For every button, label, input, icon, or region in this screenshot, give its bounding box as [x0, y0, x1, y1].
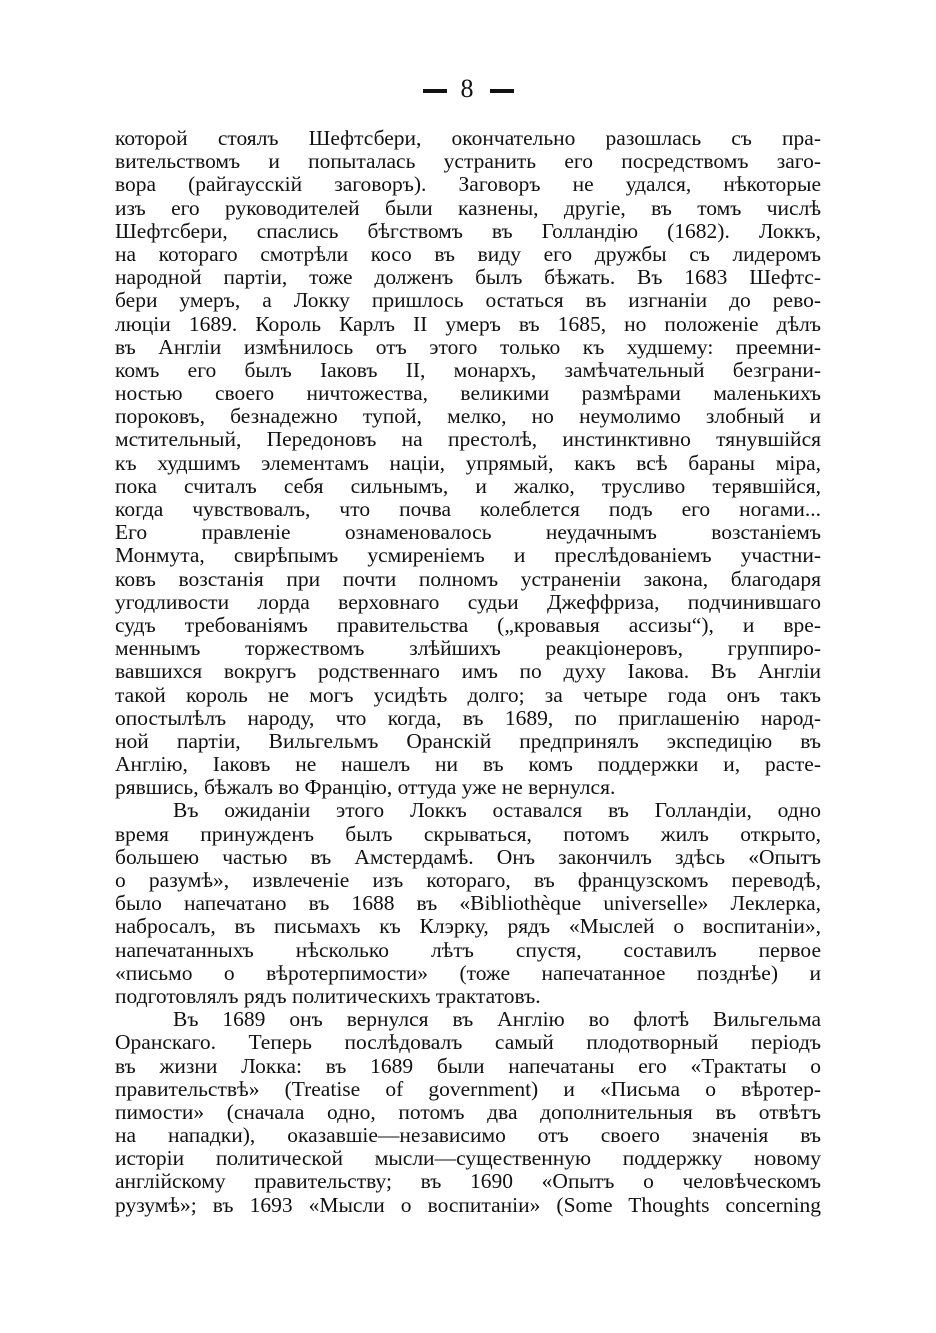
text-line: угодливости лорда верховнаго судьи Джеффриза, подчинившаго — [115, 589, 821, 614]
text-line: которой стоялъ Шефтсбери, окончательно разошлась съ пра- — [115, 126, 821, 150]
text-line: большею частью въ Амстердамѣ. Онъ закончилъ здѣсь «Опытъ — [115, 844, 821, 869]
text-line: люціи 1689. Король Карлъ II умеръ въ 1685, но положеніе дѣлъ — [115, 311, 821, 336]
text-line: ной партіи, Вильгельмъ Оранскій предпринялъ экспедицію въ — [115, 728, 821, 753]
text-line: Въ 1689 онъ вернулся въ Англію во флотѣ Вильгельма — [173, 1007, 821, 1032]
text-line: напечатанныхъ нѣсколько лѣтъ спустя, составилъ первое — [115, 937, 821, 962]
text-line: правительствѣ» (Treatise of government) и «Письма о вѣротер- — [115, 1076, 821, 1101]
text-line: вительствомъ и попыталась устранить его посредствомъ заго- — [115, 149, 821, 174]
text-line: народной партіи, тоже долженъ былъ бѣжать. Въ 1683 Шефтс- — [115, 265, 821, 290]
text-line: ковъ возстанія при почти полномъ устраненіи закона, благодаря — [115, 566, 821, 591]
text-line: рявшись, бѣжалъ во Францію, оттуда уже не вернулся. — [115, 775, 616, 800]
page-number-dash-right — [490, 89, 514, 93]
text-line: меннымъ торжествомъ злѣйшихъ реакціонеровъ, группиро- — [115, 636, 821, 661]
text-line: о разумѣ», извлеченіе изъ котораго, въ французскомъ переводѣ, — [115, 868, 821, 892]
text-line: Шефтсбери, спаслись бѣгствомъ въ Голландію (1682). Локкъ, — [115, 218, 821, 243]
text-line: ностью своего ничтожества, великими размѣрами маленькихъ — [115, 381, 821, 406]
text-line: въ жизни Локка: въ 1689 были напечатаны его «Трактаты о — [115, 1053, 821, 1078]
text-line: исторіи политической мысли—существенную поддержку новому — [115, 1146, 821, 1171]
text-line: на котораго смотрѣли косо въ виду его дружбы съ лидеромъ — [115, 241, 821, 266]
text-line: изъ его руководителей были казнены, другіе, въ томъ числѣ — [115, 195, 821, 220]
text-line: комъ его былъ Іаковъ II, монархъ, замѣчательный безграни- — [115, 357, 821, 382]
text-line: Въ ожиданіи этого Локкъ оставался въ Голландіи, одно — [173, 798, 821, 823]
text-line: такой король не могъ усидѣть долго; за четыре года онъ такъ — [115, 682, 821, 707]
page-number-dash-left — [423, 89, 447, 93]
text-line: судъ требованіямъ правительства („кровавыя ассизы“), и вре- — [115, 612, 821, 637]
text-line: къ худшимъ элементамъ націи, упрямый, какъ всѣ бараны міра, — [115, 450, 821, 475]
text-line: рузумѣ»; въ 1693 «Мысли о воспитаніи» (Some Thoughts concerning — [115, 1192, 821, 1217]
page-number-value: 8 — [460, 74, 476, 103]
text-line: время принужденъ былъ скрываться, потомъ жилъ открыто, — [115, 821, 821, 846]
text-line: подготовлялъ рядъ политическихъ трактатовъ. — [115, 983, 541, 1008]
text-line: пимости» (сначала одно, потомъ два дополнительныя въ отвѣтъ — [115, 1099, 821, 1124]
page-number — [0, 74, 936, 104]
text-line: когда чувствовалъ, что почва колеблется подъ его ногами... — [115, 497, 821, 521]
text-line: англійскому правительству; въ 1690 «Опытъ о человѣческомъ — [115, 1169, 821, 1194]
text-line: вора (райгаусскій заговоръ). Заговоръ не удался, нѣкоторые — [115, 172, 821, 197]
text-line: въ Англіи измѣнилось отъ этого только къ худшему: преемни- — [115, 334, 821, 359]
text-line: Оранскаго. Теперь послѣдовалъ самый плодотворный періодъ — [115, 1030, 821, 1055]
body-text — [115, 127, 821, 1217]
text-line: Его правленіе ознаменовалось неудачнымъ возстаніемъ — [115, 520, 821, 545]
text-line: набросалъ, въ письмахъ къ Клэрку, рядъ «Мыслей о воспитаніи», — [115, 914, 821, 939]
text-line: мстительный, Передоновъ на престолѣ, инстинктивно тянувшійся — [115, 427, 821, 452]
text-line: было напечатано въ 1688 въ «Bibliothèque universelle» Леклерка, — [115, 891, 821, 916]
text-line: вавшихся вокругъ родственнаго имъ по духу Іакова. Въ Англіи — [115, 659, 821, 684]
text-line: бери умеръ, а Локку пришлось остаться въ изгнаніи до рево- — [115, 288, 821, 313]
text-line: «письмо о вѣротерпимости» (тоже напечатанное позднѣе) и — [115, 960, 821, 985]
text-line: пока считалъ себя сильнымъ, и жалко, трусливо терявшійся, — [115, 473, 821, 498]
text-line: пороковъ, безнадежно тупой, мелко, но неумолимо злобный и — [115, 404, 821, 429]
text-line: на нападки), оказавшіе—независимо отъ своего значенія въ — [115, 1123, 821, 1148]
text-line: Англію, Іаковъ не нашелъ ни въ комъ поддержки и, расте- — [115, 752, 821, 777]
text-line: опостылѣлъ народу, что когда, въ 1689, по приглашенію народ- — [115, 705, 821, 730]
text-line: Монмута, свирѣпымъ усмиреніемъ и преслѣдованіемъ участни- — [115, 543, 821, 568]
